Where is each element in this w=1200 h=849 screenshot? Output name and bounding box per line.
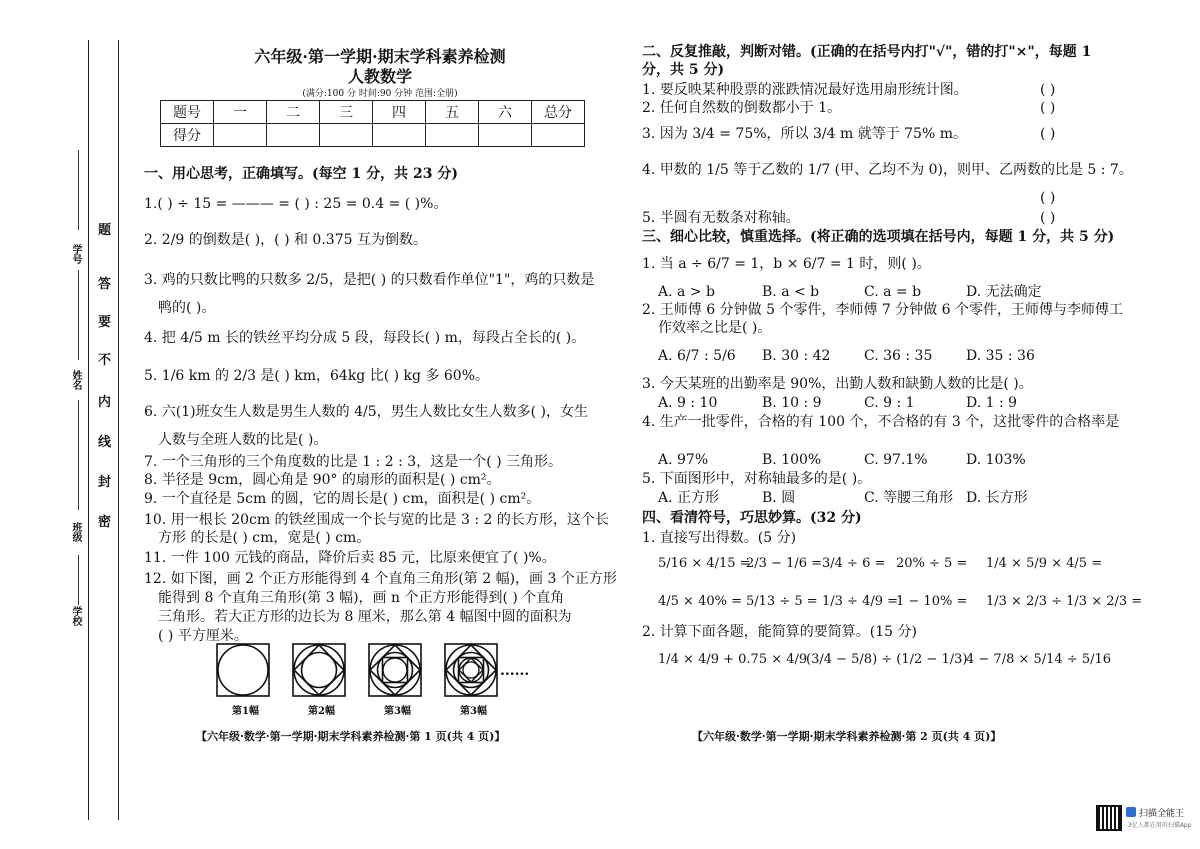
field-school-line[interactable] xyxy=(78,555,79,605)
question-12-line2: 能得到 8 个直角三角形(第 3 幅)，画 n 个正方形能得到( ) 个直角 xyxy=(158,590,565,606)
figure-2 xyxy=(293,644,345,696)
exam-subject: 人教数学 xyxy=(347,67,412,86)
field-class-line[interactable] xyxy=(78,400,79,510)
scanner-subtitle: 3亿人都在用的扫描App xyxy=(1128,822,1192,829)
calc-part-1-heading: 1. 直接写出得数。(5 分) xyxy=(642,530,797,546)
question-11: 11. 一件 100 元钱的商品，降价后卖 85 元，比原来便宜了( )%。 xyxy=(144,550,556,566)
question-2: 2. 2/9 的倒数是( )，( ) 和 0.375 互为倒数。 xyxy=(144,232,427,248)
calc-3-1: 1/4 × 4/9 + 0.75 × 4/9 xyxy=(658,652,808,667)
score-input[interactable] xyxy=(479,124,532,147)
figure-ellipsis: ...... xyxy=(500,663,530,679)
figure-2-label: 第2幅 xyxy=(308,706,335,717)
score-cell: 五 xyxy=(426,101,479,124)
question-8: 8. 半径是 9cm，圆心角是 90° 的扇形的面积是( ) cm²。 xyxy=(144,472,501,488)
exam-info: (满分:100 分 时间:90 分钟 范围:全册) xyxy=(302,89,458,99)
question-7: 7. 一个三角形的三个角度数的比是 1 : 2 : 3，这是一个( ) 三角形。 xyxy=(144,454,563,470)
margin-char-7: 密 xyxy=(98,515,112,530)
choice-2-option-d[interactable]: D. 35 : 36 xyxy=(966,348,1035,364)
judge-3-answer[interactable]: ( ) xyxy=(1040,126,1056,142)
judge-4: 4. 甲数的 1/5 等于乙数的 1/7 (甲、乙均不为 0)，则甲、乙两数的比是 5 : 7。 xyxy=(642,162,1133,178)
question-10-line1: 10. 用一根长 20cm 的铁丝围成一个长与宽的比是 3 : 2 的长方形，这个长 xyxy=(144,512,609,528)
section-2-heading-line1: 二、反复推敲，判断对错。(正确的在括号内打"√"，错的打"×"，每题 1 xyxy=(642,44,1092,60)
choice-3-option-b[interactable]: B. 10 : 9 xyxy=(762,395,822,411)
choice-1-option-a[interactable]: A. a > b xyxy=(658,284,715,300)
figure-3 xyxy=(369,644,421,696)
calc-3-3: 4 − 7/8 × 5/14 ÷ 5/16 xyxy=(966,652,1112,667)
margin-char-1: 答 xyxy=(98,277,112,292)
question-9: 9. 一个直径是 5cm 的圆，它的周长是( ) cm，面积是( ) cm²。 xyxy=(144,491,541,507)
figure-4 xyxy=(445,644,497,696)
scanner-brand: 扫描全能王 xyxy=(1139,809,1185,819)
judge-2-answer[interactable]: ( ) xyxy=(1040,100,1056,116)
calc-1-4: 20% ÷ 5 = xyxy=(896,556,968,571)
score-table xyxy=(160,100,585,147)
judge-1-answer[interactable]: ( ) xyxy=(1040,82,1056,98)
margin-char-6: 封 xyxy=(98,475,112,490)
choice-3-option-c[interactable]: C. 9 : 1 xyxy=(864,395,915,411)
judge-3: 3. 因为 3/4 = 75%，所以 3/4 m 就等于 75% m。 xyxy=(642,126,967,142)
qr-code-icon xyxy=(1096,805,1122,831)
choice-1-option-b[interactable]: B. a < b xyxy=(762,284,820,300)
question-3-line2: 鸭的( )。 xyxy=(158,300,216,316)
exam-title: 六年级·第一学期·期末学科素养检测 xyxy=(254,47,506,66)
field-school: 学校 xyxy=(70,606,81,626)
score-input[interactable] xyxy=(426,124,479,147)
score-cell: 三 xyxy=(320,101,373,124)
page-2-footer: 【六年级·数学·第一学期·期末学科素养检测·第 2 页(共 4 页)】 xyxy=(692,730,1002,743)
calc-1-2: 2/3 − 1/6 = xyxy=(746,556,823,571)
figure-4-label: 第3幅 xyxy=(460,706,487,717)
margin-char-0: 题 xyxy=(98,223,112,238)
section-2-heading-line2: 分，共 5 分) xyxy=(642,62,725,78)
score-cell: 一 xyxy=(214,101,267,124)
question-5: 5. 1/6 km 的 2/3 是( ) km，64kg 比( ) kg 多 60%。 xyxy=(144,368,490,384)
judge-5-answer[interactable]: ( ) xyxy=(1040,210,1056,226)
choice-3-option-d[interactable]: D. 1 : 9 xyxy=(966,395,1018,411)
field-name-line[interactable] xyxy=(78,270,79,360)
judge-1: 1. 要反映某种股票的涨跌情况最好选用扇形统计图。 xyxy=(642,82,968,98)
score-table-score-row xyxy=(161,124,585,147)
calc-1-1: 5/16 × 4/15 = xyxy=(658,556,751,571)
page-1-footer: 【六年级·数学·第一学期·期末学科素养检测·第 1 页(共 4 页)】 xyxy=(196,730,506,743)
calc-3-2: (3/4 − 5/8) ÷ (1/2 − 1/3) xyxy=(806,652,968,667)
calc-1-5: 1/4 × 5/9 × 4/5 = xyxy=(986,556,1103,571)
score-cell: 六 xyxy=(479,101,532,124)
judge-5: 5. 半圆有无数条对称轴。 xyxy=(642,210,800,226)
field-student-id-line[interactable] xyxy=(78,150,79,230)
margin-char-2: 要 xyxy=(98,315,112,330)
choice-4: 4. 生产一批零件，合格的有 100 个，不合格的有 3 个，这批零件的合格率是 xyxy=(642,414,1120,430)
question-1: 1.( ) ÷ 15 = ——— = ( ) : 25 = 0.4 = ( )%。 xyxy=(144,196,448,212)
calc-1-3: 3/4 ÷ 6 = xyxy=(822,556,886,571)
choice-2-option-a[interactable]: A. 6/7 : 5/6 xyxy=(658,348,736,364)
calc-2-3: 1/3 ÷ 4/9 = xyxy=(822,594,899,609)
score-table-header-row xyxy=(161,101,585,124)
choice-4-option-b[interactable]: B. 100% xyxy=(762,452,822,468)
choice-5-option-b[interactable]: B. 圆 xyxy=(762,490,796,506)
choice-4-option-d[interactable]: D. 103% xyxy=(966,452,1026,468)
choice-5-option-a[interactable]: A. 正方形 xyxy=(658,490,720,506)
choice-1-option-d[interactable]: D. 无法确定 xyxy=(966,284,1042,300)
binding-line-outer xyxy=(88,40,89,820)
score-cell: 总分 xyxy=(532,101,585,124)
figure-1 xyxy=(217,644,269,696)
calc-2-1: 4/5 × 40% = xyxy=(658,594,742,609)
score-input[interactable] xyxy=(267,124,320,147)
score-input[interactable] xyxy=(214,124,267,147)
section-1-heading: 一、用心思考，正确填写。(每空 1 分，共 23 分) xyxy=(144,166,458,182)
calc-2-2: 5/13 ÷ 5 = xyxy=(746,594,818,609)
choice-2-option-b[interactable]: B. 30 : 42 xyxy=(762,348,831,364)
field-class: 班级 xyxy=(70,522,81,542)
figure-1-label: 第1幅 xyxy=(232,706,259,717)
question-12-line1: 12. 如下图，画 2 个正方形能得到 4 个直角三角形(第 2 幅)，画 3 个正方形 xyxy=(144,571,617,587)
judge-4-answer[interactable]: ( ) xyxy=(1040,190,1056,206)
choice-2-option-c[interactable]: C. 36 : 35 xyxy=(864,348,933,364)
question-6-line2: 人数与全班人数的比是( )。 xyxy=(158,432,328,448)
choice-5-option-d[interactable]: D. 长方形 xyxy=(966,490,1028,506)
calc-part-2-heading: 2. 计算下面各题，能简算的要简算。(15 分) xyxy=(642,624,917,640)
margin-char-4: 内 xyxy=(98,395,112,410)
score-input[interactable] xyxy=(320,124,373,147)
calc-2-5: 1/3 × 2/3 ÷ 1/3 × 2/3 = xyxy=(986,594,1143,609)
choice-2-line1: 2. 王师傅 6 分钟做 5 个零件，李师傅 7 分钟做 6 个零件，王师傅与李师傅工 xyxy=(642,302,1124,318)
judge-2: 2. 任何自然数的倒数都小于 1。 xyxy=(642,100,842,116)
score-cell: 题号 xyxy=(161,101,214,124)
score-cell: 四 xyxy=(373,101,426,124)
score-input[interactable] xyxy=(532,124,585,147)
score-cell: 二 xyxy=(267,101,320,124)
margin-char-5: 线 xyxy=(98,435,112,450)
question-3-line1: 3. 鸡的只数比鸭的只数多 2/5，是把( ) 的只数看作单位"1"，鸡的只数是 xyxy=(144,272,595,288)
question-6-line1: 6. 六(1)班女生人数是男生人数的 4/5，男生人数比女生人数多( )，女生 xyxy=(144,404,588,420)
figure-3-label: 第3幅 xyxy=(384,706,411,717)
choice-4-option-c[interactable]: C. 97.1% xyxy=(864,452,928,468)
choice-5-option-c[interactable]: C. 等腰三角形 xyxy=(864,490,954,506)
field-name: 姓名 xyxy=(70,370,81,390)
choice-2-line2: 作效率之比是( )。 xyxy=(658,320,772,336)
margin-char-3: 不 xyxy=(98,353,112,368)
question-12-line3: 三角形。若大正方形的边长为 8 厘米，那么第 4 幅图中圆的面积为 xyxy=(158,609,572,625)
score-cell: 得分 xyxy=(161,124,214,147)
choice-1: 1. 当 a ÷ 6/7 = 1，b × 6/7 = 1 时，则( )。 xyxy=(642,256,931,272)
binding-line-inner xyxy=(118,40,119,820)
field-student-id: 学号 xyxy=(70,244,81,264)
question-10-line2: 方形 的长是( ) cm，宽是( ) cm。 xyxy=(158,530,371,546)
choice-1-option-c[interactable]: C. a = b xyxy=(864,284,922,300)
choice-3: 3. 今天某班的出勤率是 90%，出勤人数和缺勤人数的比是( )。 xyxy=(642,376,1033,392)
choice-3-option-a[interactable]: A. 9 : 10 xyxy=(658,395,718,411)
calc-2-4: 1 − 10% = xyxy=(896,594,968,609)
question-12-line4: ( ) 平方厘米。 xyxy=(158,628,248,644)
section-4-heading: 四、看清符号，巧思妙算。(32 分) xyxy=(642,510,862,526)
score-input[interactable] xyxy=(373,124,426,147)
choice-5: 5. 下面图形中，对称轴最多的是( )。 xyxy=(642,471,872,487)
choice-4-option-a[interactable]: A. 97% xyxy=(658,452,709,468)
question-4: 4. 把 4/5 m 长的铁丝平均分成 5 段，每段长( ) m，每段占全长的( )。 xyxy=(144,330,586,346)
square-circle-figures xyxy=(215,642,535,716)
scanner-logo-icon xyxy=(1126,807,1136,817)
section-3-heading: 三、细心比较，慎重选择。(将正确的选项填在括号内，每题 1 分，共 5 分) xyxy=(642,229,1115,245)
